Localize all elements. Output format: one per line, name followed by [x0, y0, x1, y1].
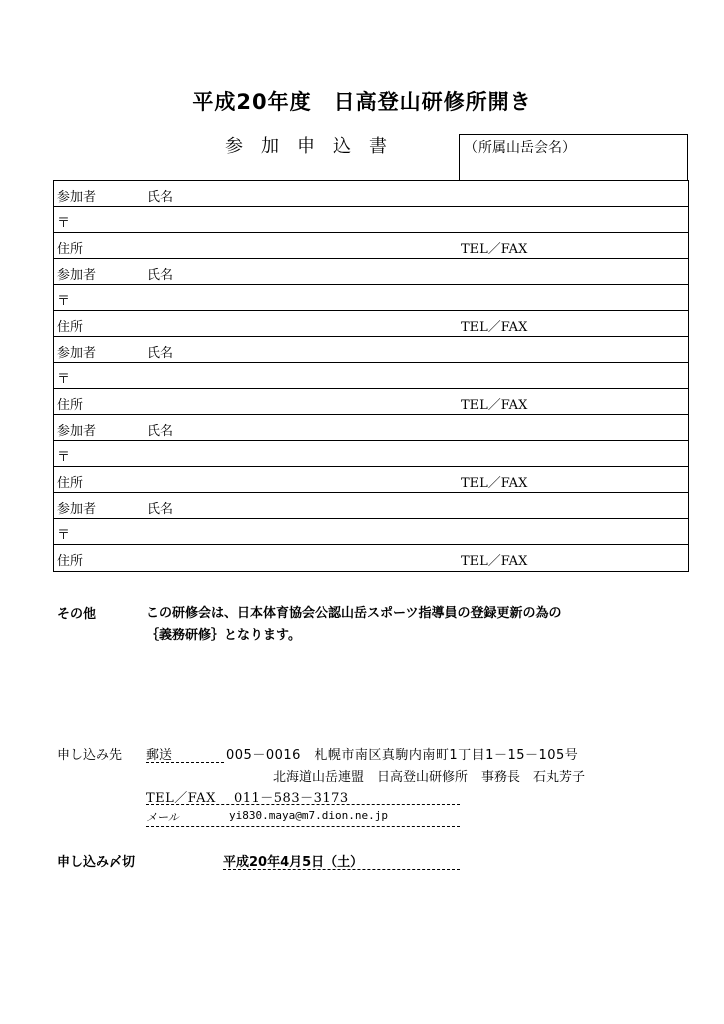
name-label: 氏名: [147, 268, 174, 283]
name-label: 氏名: [147, 502, 174, 517]
postal-label: 〒: [57, 372, 71, 387]
participant-name-row[interactable]: [54, 493, 688, 519]
page-title: 平成20年度 日高登山研修所開き: [192, 90, 532, 114]
other-note-line1: この研修会は、日本体育協会公認山岳スポーツ指導員の登録更新の為の: [146, 606, 562, 621]
name-label: 氏名: [147, 190, 174, 205]
participant-name-row[interactable]: [54, 259, 688, 285]
organization-address: 北海道山岳連盟 日高登山研修所 事務長 石丸芳子: [273, 770, 586, 785]
address-row[interactable]: [54, 389, 688, 415]
other-note-line2: ｛義務研修｝となります。: [146, 628, 301, 643]
participant-form-table: [53, 180, 689, 572]
postal-row[interactable]: [54, 285, 688, 311]
participant-label: 参加者: [57, 424, 97, 439]
affiliation-box: [459, 134, 688, 180]
email-address[interactable]: yi830.maya@m7.dion.ne.jp: [229, 809, 388, 822]
postal-address: 005－0016 札幌市南区真駒内南町1丁目1－15－105号: [226, 748, 579, 763]
address-row[interactable]: [54, 311, 688, 337]
deadline-date: 平成20年4月5日（土）: [223, 855, 364, 870]
affiliation-label: （所属山岳会名）: [464, 140, 576, 156]
address-label: 住所: [57, 320, 84, 335]
address-label: 住所: [57, 398, 84, 413]
name-label: 氏名: [147, 346, 174, 361]
tel-fax-label: TEL／FAX: [461, 320, 528, 335]
form-subtitle: 参加申込書: [225, 136, 405, 157]
participant-name-row[interactable]: [54, 337, 688, 363]
address-row[interactable]: [54, 545, 688, 571]
participant-name-row[interactable]: [54, 415, 688, 441]
postal-row[interactable]: [54, 519, 688, 545]
address-row[interactable]: [54, 233, 688, 259]
participant-label: 参加者: [57, 346, 97, 361]
other-label: その他: [57, 607, 97, 622]
postal-label: 〒: [57, 528, 71, 543]
dashed-underline: [146, 762, 224, 763]
postal-label: 〒: [57, 450, 71, 465]
address-row[interactable]: [54, 467, 688, 493]
contact-label: 申し込み先: [57, 748, 123, 763]
tel-fax-label: TEL／FAX: [461, 398, 528, 413]
tel-fax-label: TEL／FAX: [461, 476, 528, 491]
contact-method: 郵送: [146, 748, 173, 763]
tel-fax-label: TEL／FAX: [461, 242, 528, 257]
participant-label: 参加者: [57, 268, 97, 283]
dashed-underline: [146, 826, 460, 827]
dashed-underline: [146, 804, 460, 805]
address-label: 住所: [57, 476, 84, 491]
postal-row[interactable]: [54, 363, 688, 389]
address-label: 住所: [57, 554, 84, 569]
name-label: 氏名: [147, 424, 174, 439]
postal-row[interactable]: [54, 441, 688, 467]
deadline-label: 申し込み〆切: [57, 855, 136, 870]
participant-label: 参加者: [57, 502, 97, 517]
postal-label: 〒: [57, 216, 71, 231]
participant-name-row[interactable]: [54, 181, 688, 207]
postal-row[interactable]: [54, 207, 688, 233]
participant-label: 参加者: [57, 190, 97, 205]
contact-tel-fax: TEL／FAX 011－583－3173: [146, 791, 349, 806]
address-label: 住所: [57, 242, 84, 257]
tel-fax-label: TEL／FAX: [461, 554, 528, 569]
dashed-underline: [223, 869, 460, 870]
mail-label: メール: [146, 811, 179, 824]
postal-label: 〒: [57, 294, 71, 309]
other-note: [146, 603, 561, 647]
